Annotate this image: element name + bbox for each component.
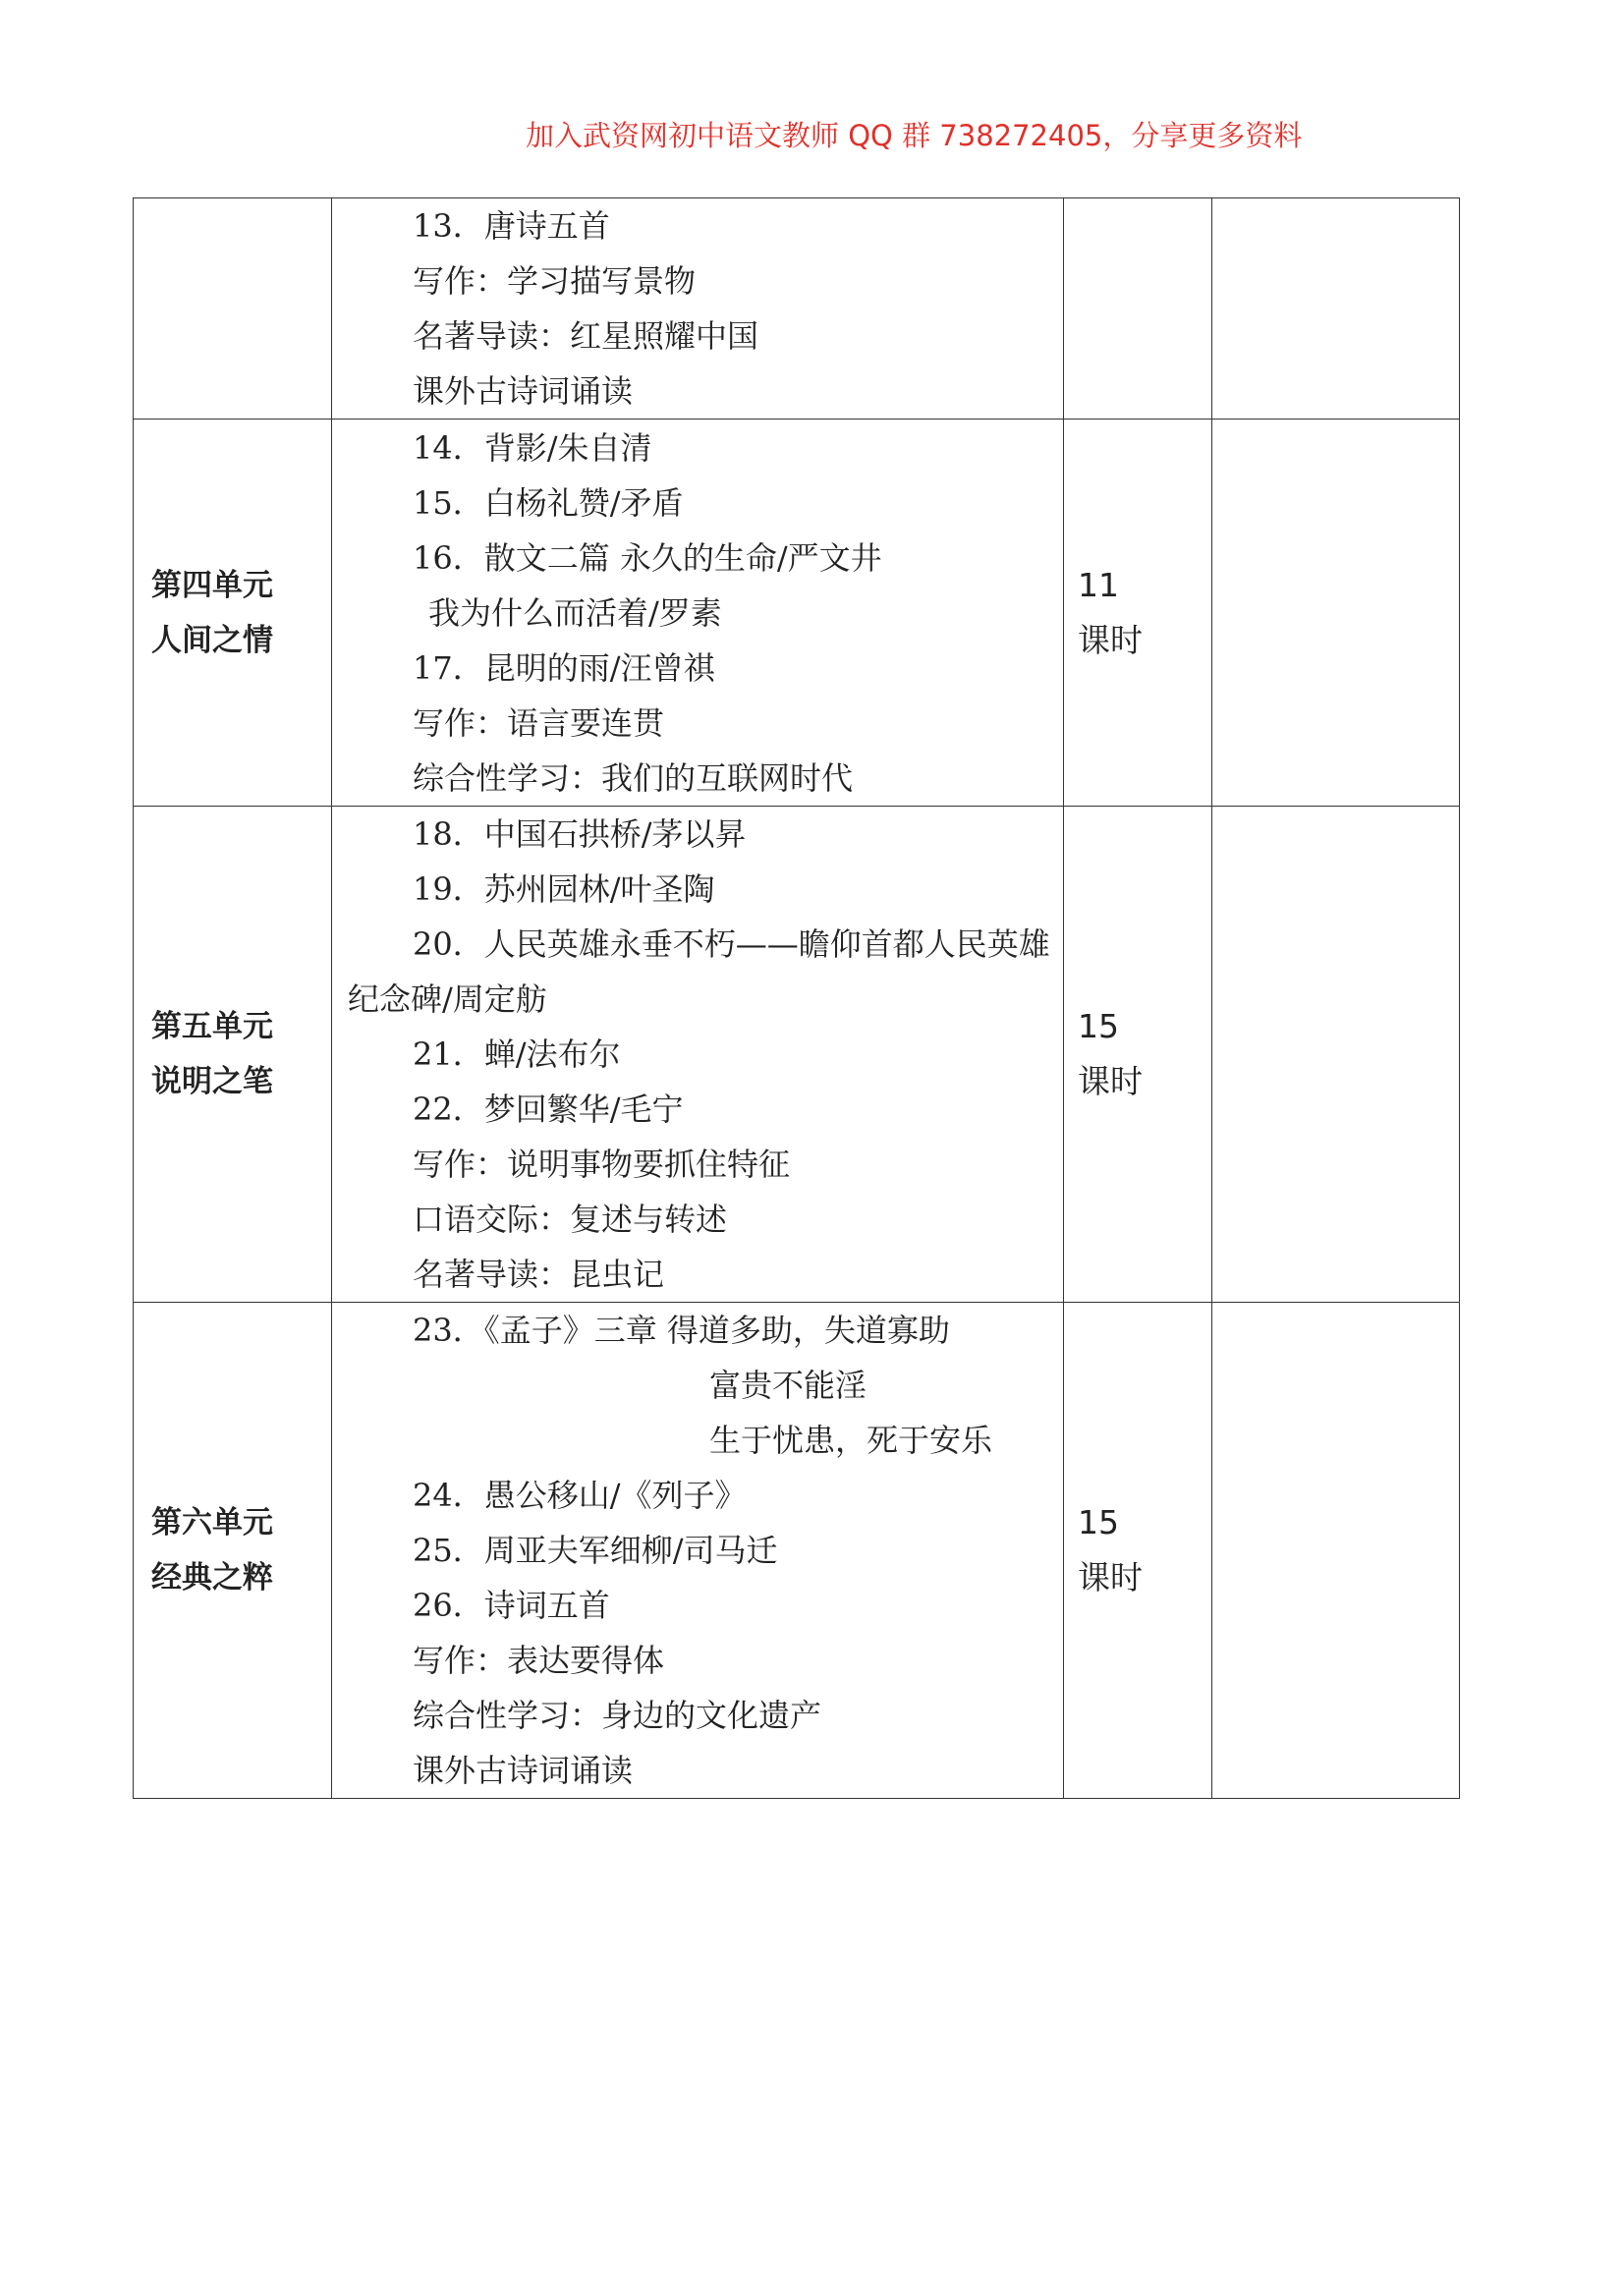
hours-cell <box>1064 198 1212 420</box>
content-cell <box>332 198 1064 420</box>
content-line: 18．中国石拱桥/茅以昇 <box>413 815 747 853</box>
content-line: 写作：说明事物要抓住特征 <box>413 1146 791 1183</box>
content-line: 26．诗词五首 <box>413 1587 610 1624</box>
teaching-plan-table <box>133 197 1460 1799</box>
content-line: 14．背影/朱自清 <box>413 428 652 467</box>
content-line: 综合性学习：身边的文化遗产 <box>413 1697 822 1734</box>
hours-unit: 课时 <box>1078 1558 1143 1596</box>
content-line: 课外古诗词诵读 <box>413 372 634 410</box>
content-line: 我为什么而活着/罗素 <box>428 593 722 632</box>
table-row <box>134 807 1460 1303</box>
unit-cell <box>134 1303 332 1799</box>
content-line: 17．昆明的雨/汪曾祺 <box>413 648 715 687</box>
hours-unit: 课时 <box>1078 1062 1143 1100</box>
content-line: 课外古诗词诵读 <box>413 1752 634 1789</box>
unit-theme: 人间之情 <box>151 622 273 658</box>
content-line: 21．蝉/法布尔 <box>413 1036 621 1073</box>
extra-cell <box>1212 1303 1460 1799</box>
content-line: 口语交际：复述与转述 <box>413 1201 728 1238</box>
content-line: 生于忧患，死于安乐 <box>709 1422 993 1459</box>
table-row <box>134 420 1460 807</box>
table-row <box>134 1303 1460 1799</box>
content-cell <box>332 420 1064 807</box>
header-note: 加入武资网初中语文教师 QQ 群 738272405，分享更多资料 <box>526 119 1303 152</box>
extra-cell <box>1212 420 1460 807</box>
hours-unit: 课时 <box>1078 620 1143 659</box>
unit-theme: 说明之笔 <box>151 1064 273 1099</box>
content-line: 写作：表达要得体 <box>413 1642 665 1679</box>
content-cell <box>332 1303 1064 1799</box>
content-line: 名著导读：红星照耀中国 <box>413 317 759 355</box>
content-line: 13．唐诗五首 <box>413 207 610 245</box>
extra-cell <box>1212 807 1460 1303</box>
hours-number: 15 <box>1078 1007 1119 1045</box>
content-line: 富贵不能淫 <box>709 1367 867 1404</box>
hours-number: 15 <box>1078 1503 1119 1541</box>
unit-cell <box>134 420 332 807</box>
content-line: 名著导读：昆虫记 <box>413 1256 665 1293</box>
content-line: 19．苏州园林/叶圣陶 <box>413 870 715 908</box>
hours-cell <box>1064 420 1212 807</box>
content-line: 22．梦回繁华/毛宁 <box>413 1091 684 1128</box>
unit-theme: 经典之粹 <box>151 1560 273 1596</box>
content-line: 写作：学习描写景物 <box>413 262 697 300</box>
content-cell <box>332 807 1064 1303</box>
unit-cell <box>134 198 332 420</box>
unit-name: 第四单元 <box>151 567 273 603</box>
content-line: 20．人民英雄永垂不朽——瞻仰首都人民英雄纪念碑/周定舫 <box>348 925 1050 1018</box>
hours-cell <box>1064 807 1212 1303</box>
table-row <box>134 198 1460 420</box>
content-line: 25．周亚夫军细柳/司马迁 <box>413 1532 778 1569</box>
unit-cell <box>134 807 332 1303</box>
hours-number: 11 <box>1078 565 1119 604</box>
content-line: 16．散文二篇 永久的生命/严文井 <box>413 538 882 577</box>
unit-name: 第五单元 <box>151 1009 273 1044</box>
hours-cell <box>1064 1303 1212 1799</box>
content-line: 23．《孟子》三章 得道多助，失道寡助 <box>413 1312 950 1349</box>
content-line: 24．愚公移山/《列子》 <box>413 1477 747 1514</box>
content-line: 写作：语言要连贯 <box>413 703 665 742</box>
content-line: 综合性学习：我们的互联网时代 <box>413 758 854 797</box>
extra-cell <box>1212 198 1460 420</box>
unit-name: 第六单元 <box>151 1505 273 1540</box>
content-line: 15．白杨礼赞/矛盾 <box>413 483 684 522</box>
